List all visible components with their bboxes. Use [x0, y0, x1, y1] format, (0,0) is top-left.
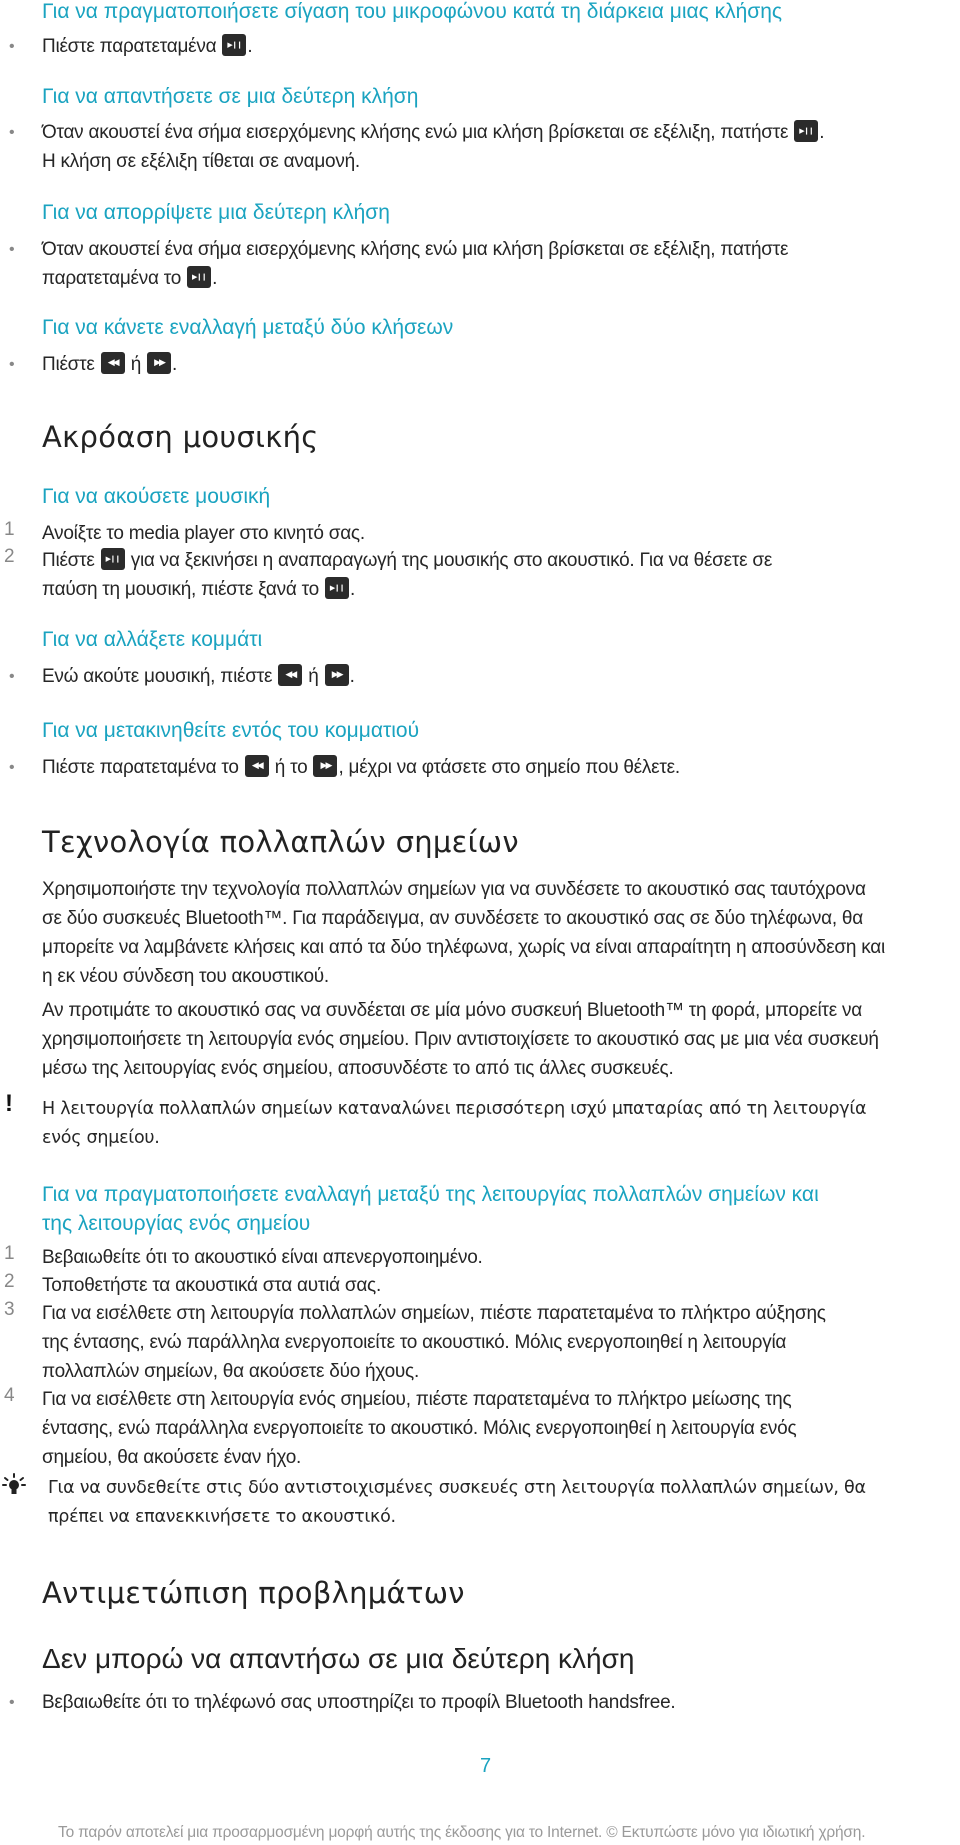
- heading-listen-music: Για να ακούσετε μουσική: [42, 485, 271, 508]
- step-number: 3: [4, 1299, 15, 1320]
- multipoint-paragraph-1: Χρησιμοποιήστε την τεχνολογία πολλαπλών σημείων για να συνδέσετε το ακουστικό σας ταυτόχρονα σε δύο συσκευές Bluetooth™. Για παράδειγμα, αν συνδέσετε το ακουστικό σας σε δύο τηλέφωνα, θα μπορείτε να λαμβάνετε κλήσεις και από τα δύο τηλέφωνα, χωρίς να είναι απαραίτητη η αποσύνδεση και η εκ νέου σύνδεση του ακουστικού.: [42, 879, 885, 987]
- next-icon: [325, 664, 349, 686]
- bullet: •: [9, 668, 15, 685]
- mute-instruction: Πιέστε παρατεταμένα ▶❙❙ .: [42, 32, 252, 61]
- play-pause-icon: [101, 548, 125, 570]
- step-number: 1: [4, 519, 15, 540]
- heading-seek-track: Για να μετακινηθείτε εντός του κομματιού: [42, 719, 420, 742]
- reject-instruction-line2: παρατεταμένα το ▶❙❙ .: [42, 264, 217, 293]
- mode-step-1: Βεβαιωθείτε ότι το ακουστικό είναι απενεργοποιημένο.: [42, 1247, 483, 1268]
- heading-answer-second-call: Για να απαντήσετε σε μια δεύτερη κλήση: [42, 85, 419, 108]
- next-icon: [313, 755, 337, 777]
- next-icon: [147, 352, 171, 374]
- previous-icon: [101, 352, 125, 374]
- step-number: 2: [4, 546, 15, 567]
- step-number: 1: [4, 1243, 15, 1264]
- play-pause-icon: [794, 120, 818, 142]
- play-pause-icon: [187, 266, 211, 288]
- switch-instruction: Πιέστε ◀◀ ή ▶▶ .: [42, 350, 177, 379]
- section-title-music: Ακρόαση μουσικής: [42, 420, 319, 454]
- warning-icon: !: [5, 1090, 13, 1117]
- heading-reject-second-call: Για να απορρίψετε μια δεύτερη κλήση: [42, 201, 390, 224]
- bullet: •: [9, 241, 15, 258]
- previous-icon: [278, 664, 302, 686]
- multipoint-paragraph-2: Αν προτιμάτε το ακουστικό σας να συνδέεται σε μία μόνο συσκευή Bluetooth™ τη φορά, μπορείτε να χρησιμοποιήσετε τη λειτουργία ενός σημείου. Πριν αντιστοιχίσετε το ακουστικό σας με μια νέα συσκευή μέσω της λειτουργίας ενός σημείου, αποσυνδέστε το από τις άλλες συσκευές.: [42, 1000, 879, 1079]
- mode-step-2: Τοποθετήστε τα ακουστικά στα αυτιά σας.: [42, 1275, 381, 1296]
- bullet: •: [9, 356, 15, 373]
- answer-instruction-line1: Όταν ακουστεί ένα σήμα εισερχόμενης κλήσης ενώ μια κλήση βρίσκεται σε εξέλιξη, πατήστε ▶❙❙ .: [42, 118, 824, 147]
- footer-note: Το παρόν αποτελεί μια προσαρμοσμένη μορφή αυτής της έκδοσης για το Internet. © Εκτυπώστε μόνο για ιδιωτική χρήση.: [58, 1824, 866, 1841]
- seek-instruction: Πιέστε παρατεταμένα το ◀◀ ή το ▶▶ , μέχρι να φτάσετε στο σημείο που θέλετε.: [42, 753, 680, 782]
- step-number: 4: [4, 1385, 15, 1406]
- bullet: •: [9, 759, 15, 776]
- step-number: 2: [4, 1271, 15, 1292]
- lightbulb-icon: [2, 1473, 26, 1502]
- previous-icon: [245, 755, 269, 777]
- section-title-multipoint: Τεχνολογία πολλαπλών σημείων: [42, 825, 519, 859]
- mode-step-3: Για να εισέλθετε στη λειτουργία πολλαπλών σημείων, πιέστε παρατεταμένα το πλήκτρο αύξησης της έντασης, ενώ παράλληλα ενεργοποιείτε το ακουστικό. Μόλις ενεργοποιηθεί η λειτουργία πολλαπλών σημείων, θα ακούσετε δύο ήχους.: [42, 1303, 826, 1382]
- play-pause-icon: [222, 34, 246, 56]
- section-title-troubleshooting: Αντιμετώπιση προβλημάτων: [42, 1576, 465, 1610]
- page-number: 7: [480, 1755, 492, 1777]
- heading-mute: Για να πραγματοποιήσετε σίγαση του μικροφώνου κατά τη διάρκεια μιας κλήσης: [42, 0, 783, 23]
- bullet: •: [9, 124, 15, 141]
- multipoint-warning: Η λειτουργία πολλαπλών σημείων καταναλώνει περισσότερη ισχύ μπαταρίας από τη λειτουργία ενός σημείου.: [42, 1099, 867, 1148]
- bullet: •: [9, 1694, 15, 1711]
- troubleshoot-subtitle: Δεν μπορώ να απαντήσω σε μια δεύτερη κλήση: [42, 1643, 635, 1674]
- music-step-2-line1: Πιέστε ▶❙❙ για να ξεκινήσει η αναπαραγωγή της μουσικής στο ακουστικό. Για να θέσετε σε: [42, 546, 772, 575]
- play-pause-icon: [325, 577, 349, 599]
- heading-switch-calls: Για να κάνετε εναλλαγή μεταξύ δύο κλήσεων: [42, 316, 454, 339]
- music-step-1: Ανοίξτε το media player στο κινητό σας.: [42, 523, 365, 544]
- troubleshoot-bullet: Βεβαιωθείτε ότι το τηλέφωνό σας υποστηρίζει το προφίλ Bluetooth handsfree.: [42, 1692, 676, 1713]
- heading-change-track: Για να αλλάξετε κομμάτι: [42, 628, 263, 651]
- music-step-2-line2: παύση τη μουσική, πιέστε ξανά το ▶❙❙ .: [42, 575, 355, 604]
- bullet: •: [9, 38, 15, 55]
- mode-step-4: Για να εισέλθετε στη λειτουργία ενός σημείου, πιέστε παρατεταμένα το πλήκτρο μείωσης της έντασης, ενώ παράλληλα ενεργοποιείτε το ακουστικό. Μόλις ενεργοποιηθεί η λειτουργία ενός σημείου, θα ακούσετε έναν ήχο.: [42, 1389, 797, 1468]
- answer-instruction-line2: Η κλήση σε εξέλιξη τίθεται σε αναμονή.: [42, 151, 360, 172]
- reject-instruction-line1: Όταν ακουστεί ένα σήμα εισερχόμενης κλήσης ενώ μια κλήση βρίσκεται σε εξέλιξη, πατήστε: [42, 239, 789, 260]
- heading-switch-mode: Για να πραγματοποιήσετε εναλλαγή μεταξύ της λειτουργίας πολλαπλών σημείων και της λειτουργίας ενός σημείου: [42, 1183, 819, 1235]
- track-instruction: Ενώ ακούτε μουσική, πιέστε ◀◀ ή ▶▶ .: [42, 662, 355, 691]
- tip-text: Για να συνδεθείτε στις δύο αντιστοιχισμένες συσκευές στη λειτουργία πολλαπλών σημείων, θα πρέπει να επανεκκινήσετε το ακουστικό.: [48, 1478, 866, 1527]
